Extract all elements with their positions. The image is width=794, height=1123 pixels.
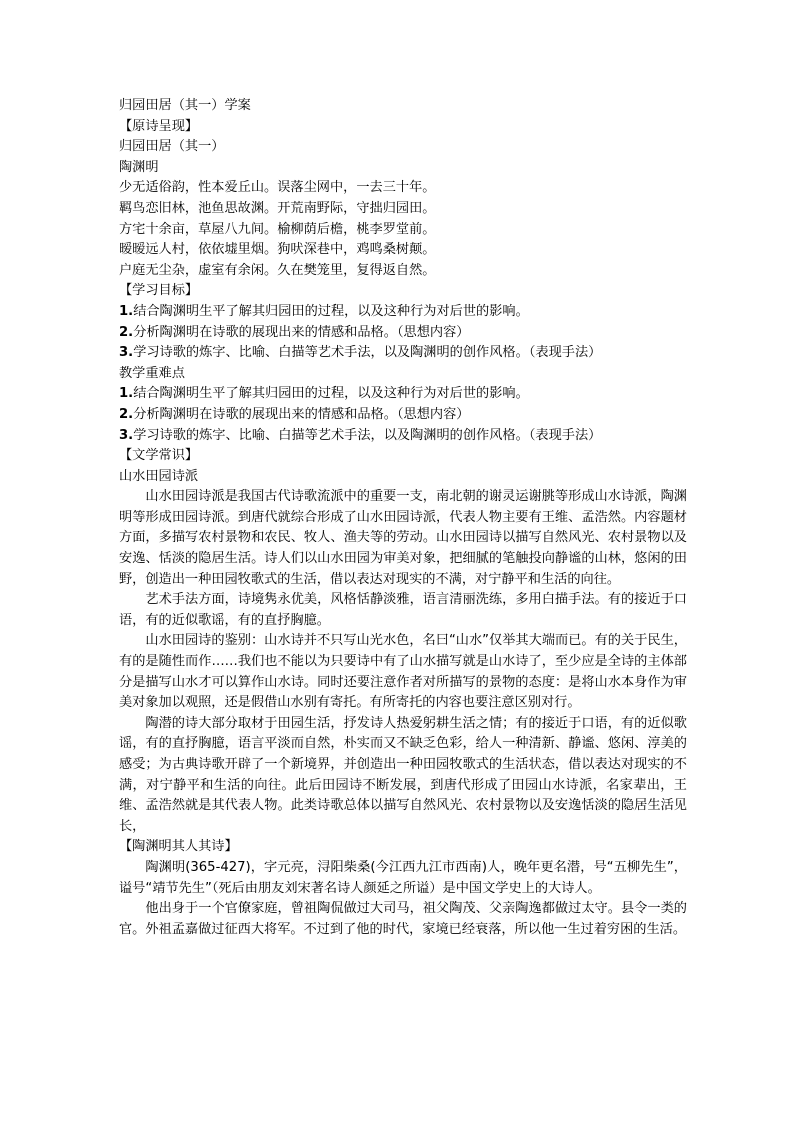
goal-item — [119, 323, 687, 344]
poem-line: 羁鸟恋旧林，池鱼思故渊。开荒南野际，守拙归园田。 — [119, 200, 436, 216]
key-points-heading: 教学重难点 — [119, 365, 185, 381]
key-point-text: 学习诗歌的炼字、比喻、白描等艺术手法，以及陶渊明的创作风格。（表现手法） — [133, 427, 602, 443]
key-point-number: 2. — [119, 406, 134, 422]
knowledge-paragraph: 山水田园诗派是我国古代诗歌流派中的重要一支，南北朝的谢灵运谢朓等形成山水诗派，陶渊明等形成田园诗派。到唐代就综合形成了山水田园诗派，代表人物主要有王维、孟浩然。内容题材方面，多描写农村景物和农民、牧人、渔夫等的劳动。山水田园诗以描写自然风光、农村景物以及安逸、恬淡的隐居生活。诗人们以山水田园为审美对象，把细腻的笔触投向静谧的山林，悠闲的田野，创造出一种田园牧歌式的生活，借以表达对现实的不满，对宁静平和生活的向往。 — [119, 489, 687, 587]
goal-number: 2. — [119, 324, 134, 340]
goal-text: 学习诗歌的炼字、比喻、白描等艺术手法，以及陶渊明的创作风格。（表现手法） — [133, 345, 602, 361]
key-point-number: 3. — [119, 427, 134, 443]
section-heading-poet: 【陶渊明其人其诗】 — [119, 839, 238, 855]
section-heading-original-poem: 【原诗呈现】 — [119, 118, 199, 134]
goal-number: 1. — [119, 303, 134, 319]
key-point-text: 结合陶渊明生平了解其归园田的过程，以及这种行为对后世的影响。 — [133, 386, 529, 402]
poem-line: 少无适俗韵，性本爱丘山。误落尘网中，一去三十年。 — [119, 180, 436, 196]
poem-title: 归园田居（其一） — [119, 139, 225, 155]
poem-line: 暧暧远人村，依依墟里烟。狗吠深巷中，鸡鸣桑树颠。 — [119, 242, 436, 258]
key-point-item — [119, 426, 687, 447]
knowledge-paragraph: 陶潜的诗大部分取材于田园生活，抒发诗人热爱躬耕生活之情；有的接近于口语，有的近似歌谣，有的直抒胸臆，语言平淡而自然，朴实而又不缺乏色彩，给人一种清新、静谧、悠闲、淳美的感受；为古典诗歌开辟了一个新境界，并创造出一种田园牧歌式的生活状态，借以表达对现实的不满，对宁静平和生活的向往。此后田园诗不断发展，到唐代形成了田园山水诗派，名家辈出，王维、孟浩然就是其代表人物。此类诗歌总体以描写自然风光、农村景物以及安逸恬淡的隐居生活见长， — [119, 715, 687, 834]
key-point-number: 1. — [119, 386, 134, 402]
section-heading-goals: 【学习目标】 — [119, 283, 199, 299]
goal-item — [119, 343, 687, 364]
knowledge-paragraph: 山水田园诗的鉴别：山水诗并不只写山光水色，名曰“山水”仅举其大端而已。有的关于民生，有的是随性而作……我们也不能以为只要诗中有了山水描写就是山水诗了，至少应是全诗的主体部分是描写山水才可以算作山水诗。同时还要注意作者对所描写的景物的态度：是将山水本身作为审美对象加以观照，还是假借山水别有寄托。有所寄托的内容也要注意区别对行。 — [119, 633, 687, 711]
document-title: 归园田居（其一）学案 — [119, 98, 251, 113]
knowledge-paragraph: 艺术手法方面，诗境隽永优美，风格恬静淡雅，语言清丽洗练，多用白描手法。有的接近于口语，有的近似歌谣，有的直抒胸臆。 — [119, 592, 687, 628]
goal-text: 结合陶渊明生平了解其归园田的过程，以及这种行为对后世的影响。 — [133, 303, 529, 319]
key-point-item — [119, 405, 687, 426]
goal-number: 3. — [119, 345, 134, 361]
knowledge-subtitle: 山水田园诗派 — [119, 468, 199, 484]
section-heading-knowledge: 【文学常识】 — [119, 448, 199, 464]
poem-line: 户庭无尘杂，虚室有余闲。久在樊笼里，复得返自然。 — [119, 262, 436, 278]
poem-author: 陶渊明 — [119, 159, 159, 175]
poet-paragraph: 他出身于一个官僚家庭，曾祖陶侃做过大司马，祖父陶茂、父亲陶逸都做过太守。县令一类的官。外祖孟嘉做过征西大将军。不过到了他的时代，家境已经衰落，所以他一生过着穷困的生活。 — [119, 901, 687, 937]
goal-item — [119, 302, 687, 323]
key-point-text: 分析陶渊明在诗歌的展现出来的情感和品格。（思想内容） — [133, 406, 470, 422]
poet-paragraph: 陶渊明(365-427)，字元亮，浔阳柴桑(今江西九江市西南)人，晚年更名潜，号“五柳先生”，谥号“靖节先生”（死后由朋友刘宋著名诗人颜延之所谥）是中国文学史上的大诗人。 — [119, 859, 687, 896]
goal-text: 分析陶渊明在诗歌的展现出来的情感和品格。（思想内容） — [133, 324, 470, 340]
key-point-item — [119, 384, 687, 405]
poem-line: 方宅十余亩，草屋八九间。榆柳荫后檐，桃李罗堂前。 — [119, 221, 436, 237]
document-body — [119, 96, 687, 940]
